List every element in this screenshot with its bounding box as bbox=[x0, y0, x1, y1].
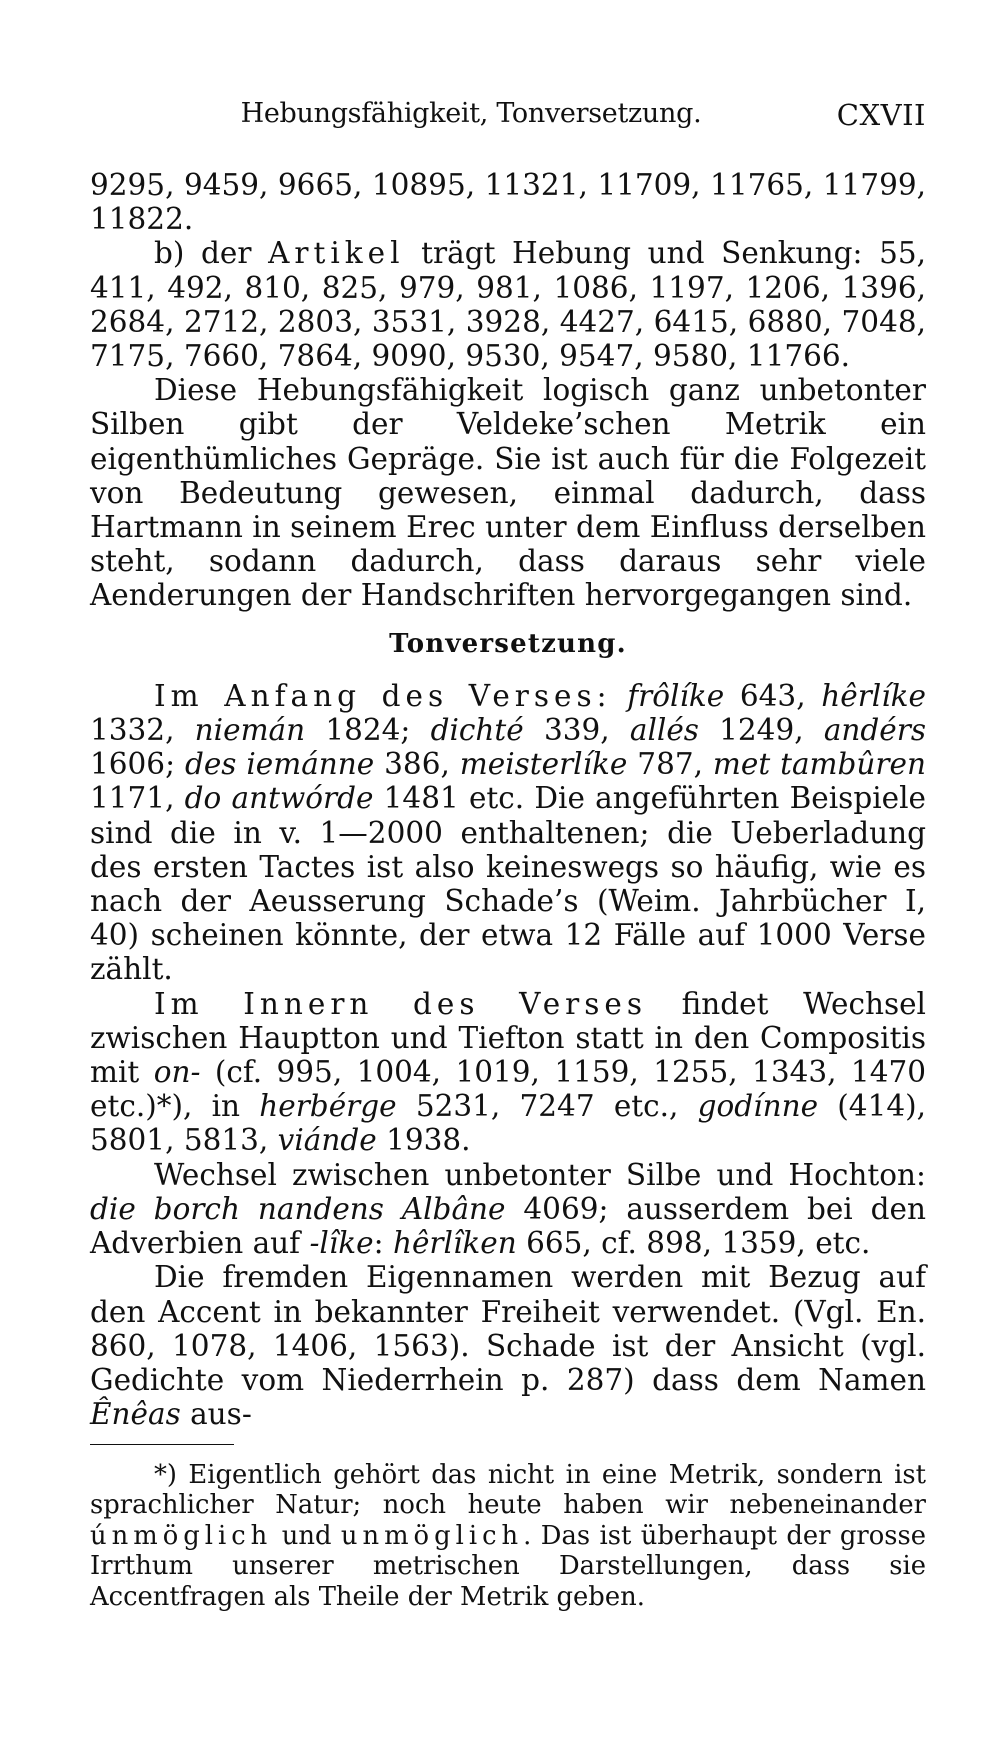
text-run: 1249, bbox=[698, 713, 824, 748]
section-heading: Tonversetzung. bbox=[389, 628, 627, 659]
italic-word: met tambûren bbox=[712, 747, 926, 782]
italic-word: on- bbox=[153, 1055, 201, 1090]
text-run: 643, bbox=[724, 678, 822, 713]
italic-word: -lîke bbox=[309, 1226, 374, 1261]
italic-word: niemán bbox=[194, 713, 306, 748]
italic-word: Ênêas bbox=[90, 1397, 181, 1432]
text-run: (cf. 995, 1004, 1019, 1159, 1255, 1343, 1470 etc.)*), in bbox=[90, 1055, 926, 1124]
text-run: 665, cf. 898, 1359, etc. bbox=[516, 1226, 871, 1261]
text-run: (414), 5801, 5813, bbox=[90, 1089, 926, 1158]
text-run: b) der bbox=[154, 236, 269, 271]
paragraph-article-stress bbox=[90, 236, 926, 373]
footnote-text bbox=[90, 1460, 926, 1612]
footnote bbox=[90, 1460, 926, 1612]
italic-word: godínne bbox=[697, 1089, 819, 1124]
text-run: 1171, bbox=[90, 781, 185, 816]
text-run: findet Wechsel zwischen Hauptton und Tiefton statt in den Compositis mit bbox=[90, 986, 926, 1090]
text-run: 1824; bbox=[305, 713, 431, 748]
footnote-rule bbox=[90, 1444, 234, 1445]
text-run: Wechsel zwischen unbetonter Silbe und Hochton: bbox=[154, 1157, 926, 1192]
italic-word: allés bbox=[629, 713, 699, 748]
text-run: : bbox=[373, 1226, 393, 1261]
main-text bbox=[90, 168, 926, 1431]
paragraph-hebungsfaehigkeit bbox=[90, 373, 926, 612]
italic-word: dichté bbox=[430, 713, 524, 748]
text-run: Die fremden Eigennamen werden mit Bezug auf den Accent in bekannter Freiheit verwendet. (Vgl. En. 860, 1078, 1406, 1563). Schade ist der Ansicht (vgl. Gedichte vom Niederrhein p. 287) dass dem Namen bbox=[90, 1260, 926, 1397]
running-head bbox=[90, 98, 926, 138]
spaced-term: Im Anfang des Verses: bbox=[154, 678, 612, 713]
paragraph-unstressed-hochton bbox=[90, 1158, 926, 1261]
paragraph-proper-names bbox=[90, 1260, 926, 1431]
text-run: 1481 etc. Die angeführten Beispiele sind die in v. 1—2000 enthaltenen; die Ueberladung des ersten Tactes ist also keineswegs so häufig, wie es nach der Aeusserung Schade’s (Weim. Jahrbücher I, 40) scheinen könnte, der etwa 12 Fälle auf 1000 Verse zählt. bbox=[90, 781, 926, 987]
italic-word: viánde bbox=[277, 1123, 377, 1158]
italic-word: meisterlíke bbox=[459, 747, 628, 782]
spaced-term: Im Innern des Verses bbox=[154, 986, 647, 1021]
italic-word: hêrlîken bbox=[392, 1226, 517, 1261]
paragraph-number-list-continuation bbox=[90, 168, 926, 236]
text-run: Diese Hebungsfähigkeit logisch ganz unbetonter Silben gibt der Veldeke’schen Metrik ein eigenthümliches Gepräge. Sie ist auch für die Folgezeit von Bedeutung gewesen, einmal dadurch, dass Hartmann in seinem Erec unter dem Einfluss derselben steht, sodann dadurch, dass daraus sehr viele Aenderungen der Handschriften hervorgegangen sind. bbox=[90, 373, 926, 613]
spaced-term: Artikel bbox=[268, 236, 405, 271]
text-run: 9295, 9459, 9665, 10895, 11321, 11709, 11765, 11799, 11822. bbox=[90, 168, 926, 237]
page-number: CXVII bbox=[836, 98, 926, 132]
text-run: 386, bbox=[374, 747, 460, 782]
running-title: Hebungsfähigkeit, Tonversetzung. bbox=[240, 98, 702, 129]
text-run: *) Eigentlich gehört das nicht in eine Metrik, sondern ist sprachlicher Natur; noch heute haben wir nebeneinander bbox=[90, 1460, 926, 1521]
italic-word: herbérge bbox=[259, 1089, 397, 1124]
text-run: 1332, bbox=[90, 713, 195, 748]
italic-word: andérs bbox=[823, 713, 926, 748]
text-run: 339, bbox=[523, 713, 630, 748]
italic-word: des iemánne bbox=[184, 747, 375, 782]
text-run: 787, bbox=[627, 747, 713, 782]
spaced-term: únmöglich bbox=[90, 1520, 273, 1551]
paragraph-verse-interior bbox=[90, 987, 926, 1158]
text-run: . Das ist überhaupt der grosse Irrthum unserer metrischen Darstellungen, dass sie Accentfragen als Theile der Metrik geben. bbox=[90, 1520, 926, 1612]
italic-word: hêrlíke bbox=[821, 678, 926, 713]
text-run: aus- bbox=[180, 1397, 252, 1432]
text-run: und bbox=[272, 1520, 341, 1551]
italic-word: die borch nandens Albâne bbox=[90, 1191, 506, 1226]
text-run: trägt Hebung und Senkung: 55, 411, 492, 810, 825, 979, 981, 1086, 1197, 1206, 1396, 2684, 2712, 2803, 3531, 3928, 4427, 6415, 6880, 7048, 7175, 7660, 7864, 9090, 9530, 9547, 9580, 11766. bbox=[90, 236, 927, 374]
spaced-term: unmöglich bbox=[340, 1520, 524, 1551]
text-run: 5231, 7247 etc., bbox=[396, 1089, 698, 1124]
italic-word: do antwórde bbox=[184, 781, 374, 816]
book-page bbox=[90, 0, 926, 1741]
paragraph-verse-beginning bbox=[90, 679, 926, 987]
text-run: 1938. bbox=[376, 1123, 471, 1158]
italic-word: frôlíke bbox=[627, 678, 725, 713]
text-run: 4069; ausserdem bei den Adverbien auf bbox=[90, 1191, 926, 1261]
text-run: 1606; bbox=[90, 747, 185, 782]
